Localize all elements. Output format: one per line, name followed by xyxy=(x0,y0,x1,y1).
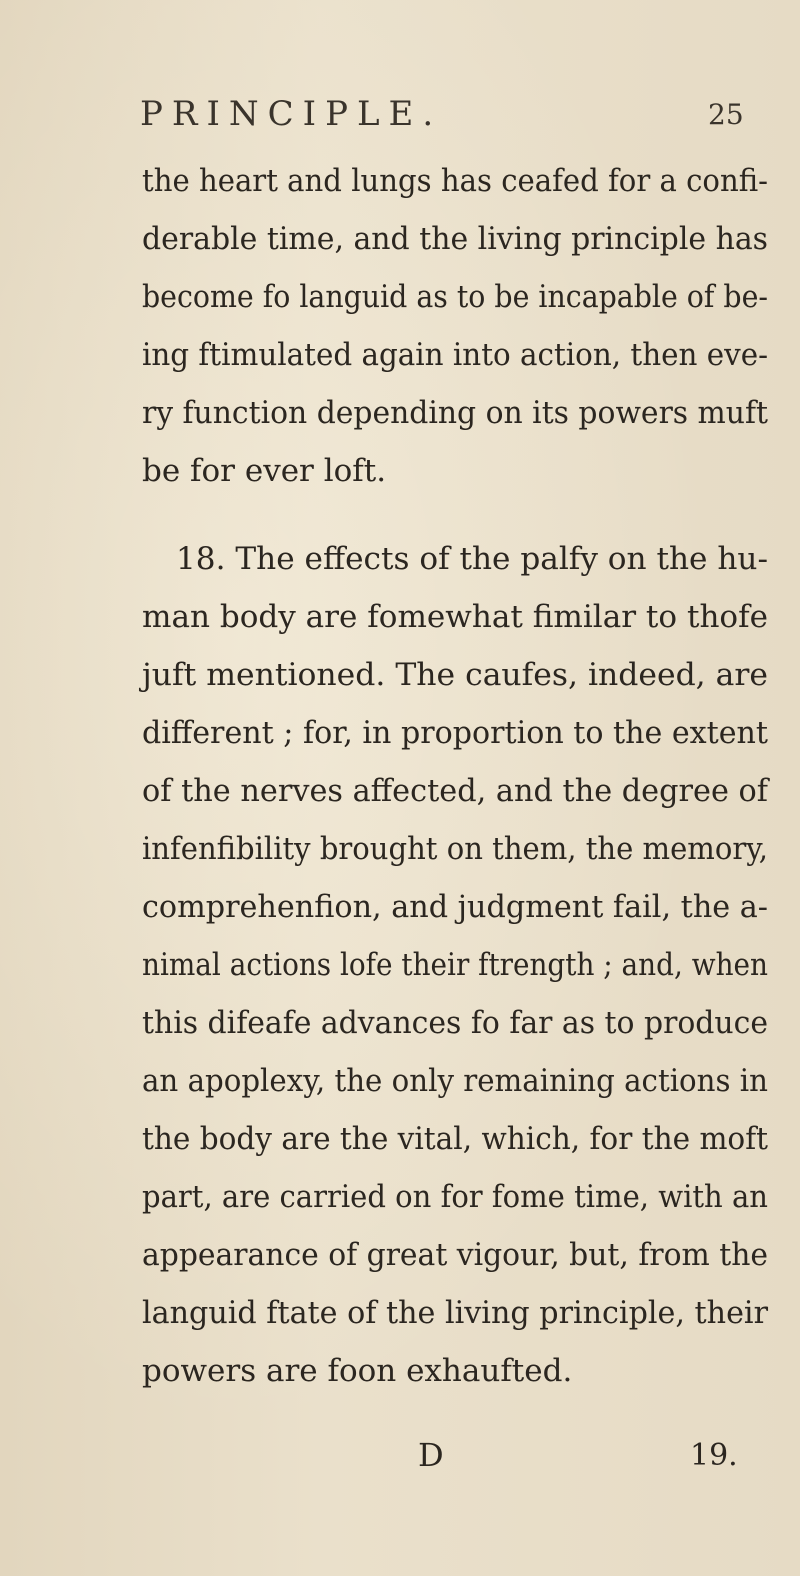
text-line xyxy=(0,940,800,990)
text-line xyxy=(0,766,800,816)
text-line-content: powers are foon exhaufted. xyxy=(142,1353,573,1389)
text-line-content: ry function depending on its powers muft xyxy=(142,395,768,431)
text-line xyxy=(0,1288,800,1338)
text-line xyxy=(0,650,800,700)
text-line-content: comprehenfion, and judgment fail, the a- xyxy=(142,889,768,925)
text-line xyxy=(0,1056,800,1106)
text-line xyxy=(0,824,800,874)
text-line xyxy=(0,592,800,642)
text-line-content: of the nerves affected, and the degree of xyxy=(142,773,768,809)
text-line xyxy=(0,156,800,206)
text-line xyxy=(0,388,800,438)
text-line xyxy=(0,882,800,932)
text-line-content: different ; for, in proportion to the extent xyxy=(142,715,768,751)
text-line xyxy=(0,534,800,584)
text-line xyxy=(0,1230,800,1280)
text-line-content: appearance of great vigour, but, from the xyxy=(142,1237,768,1273)
text-line-content: ing ftimulated again into action, then eve- xyxy=(142,337,768,373)
text-line xyxy=(0,708,800,758)
text-line-content: part, are carried on for fome time, with an xyxy=(142,1179,768,1215)
text-line xyxy=(0,1114,800,1164)
page-number: 25 xyxy=(708,98,744,131)
text-line-content: derable time, and the living principle has xyxy=(142,221,768,257)
text-line-content: the body are the vital, which, for the moft xyxy=(142,1121,768,1157)
text-line-content: infenfibility brought on them, the memory, xyxy=(142,831,768,867)
text-line-content: languid ftate of the living principle, their xyxy=(142,1295,768,1331)
text-line-content: nimal actions lofe their ftrength ; and, when xyxy=(142,947,768,983)
catchword: 19. xyxy=(690,1438,738,1473)
running-title: PRINCIPLE. xyxy=(140,94,443,134)
text-line-content: 18. The effects of the palfy on the hu- xyxy=(176,541,768,577)
signature-mark: D xyxy=(418,1436,444,1474)
text-line-content: juft mentioned. The caufes, indeed, are xyxy=(142,657,768,693)
text-line-content: this difeafe advances fo far as to produce xyxy=(142,1005,768,1041)
text-line-content: become fo languid as to be incapable of be- xyxy=(142,279,768,315)
text-line-content: be for ever loft. xyxy=(142,453,387,489)
text-line-content: the heart and lungs has ceafed for a confi- xyxy=(142,163,768,199)
text-line-content: an apoplexy, the only remaining actions in xyxy=(142,1063,768,1099)
text-line xyxy=(0,998,800,1048)
text-line-content: man body are fomewhat fimilar to thofe xyxy=(142,599,768,635)
text-line xyxy=(0,446,800,496)
text-line xyxy=(0,1346,800,1396)
text-line xyxy=(0,330,800,380)
text-line xyxy=(0,1172,800,1222)
text-line xyxy=(0,214,800,264)
running-head xyxy=(0,94,800,144)
text-line xyxy=(0,272,800,322)
